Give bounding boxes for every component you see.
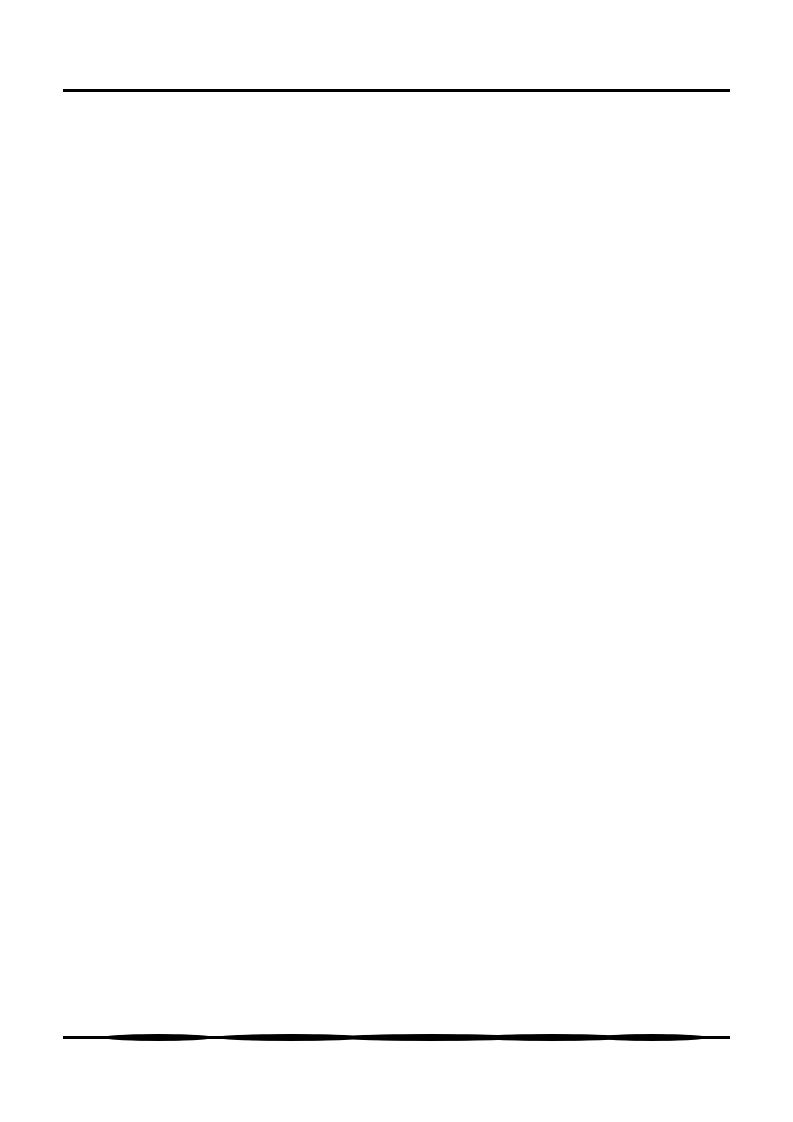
footer-rule-ornament <box>597 1034 707 1041</box>
header-rule <box>63 89 730 92</box>
footer-rule-ornament <box>103 1034 213 1041</box>
footer-rule <box>63 1036 730 1039</box>
figure-1 <box>75 668 715 955</box>
